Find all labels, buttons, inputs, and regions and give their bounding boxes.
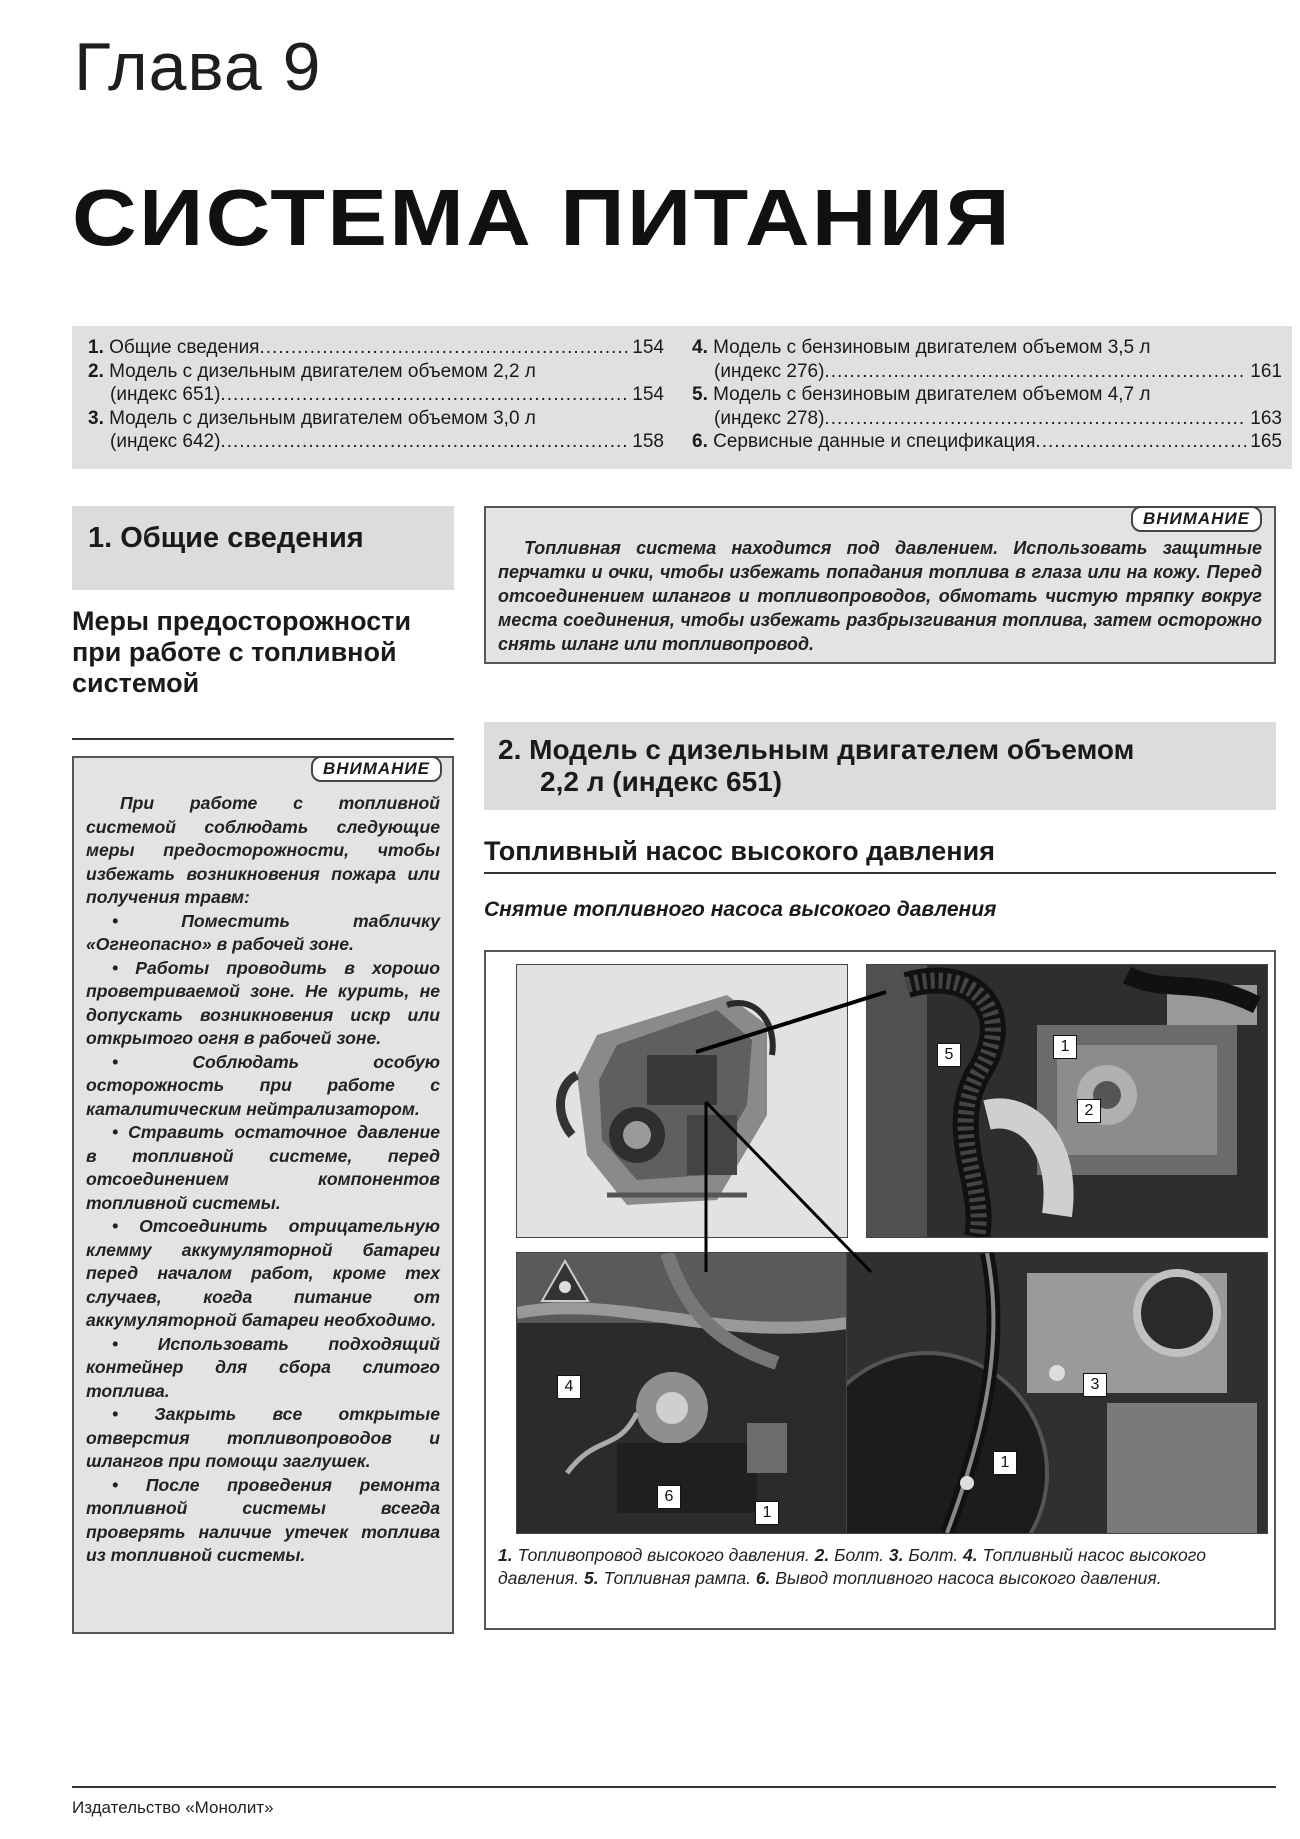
callout-label: 4 xyxy=(557,1375,581,1399)
caption-number: 3. xyxy=(888,1545,904,1565)
toc-entry-index: (индекс 276) xyxy=(714,360,825,382)
toc-leader xyxy=(220,430,628,454)
publisher: Издательство «Монолит» xyxy=(72,1798,274,1817)
warning-text: Топливная система находится под давлением. Использовать защитные перчатки и очки, чтобы избежать попадания топлива в глаза или на кожу. Перед отсоединением шлангов и топливопроводов, обмотать чистую тряпку вокруг места соединения, чтобы избежать разбрызгивания топлива, затем осторожно снять шланг или топливопровод. xyxy=(498,538,1262,654)
warning-item: • Поместить табличку «Огнеопасно» в рабочей зоне. xyxy=(86,910,440,954)
warning-badge: ВНИМАНИЕ xyxy=(1131,506,1262,532)
toc-entry-continuation[interactable] xyxy=(88,383,664,407)
toc-leader xyxy=(220,383,628,407)
divider xyxy=(484,872,1276,874)
warning-item: • После проведения ремонта топливной системы всегда проверять наличие утечек топлива из топливной системы. xyxy=(86,1474,440,1565)
table-of-contents xyxy=(72,326,1292,469)
warning-item: • Использовать подходящий контейнер для сбора слитого топлива. xyxy=(86,1333,440,1401)
toc-entry-continuation[interactable] xyxy=(692,407,1282,431)
warning-intro: При работе с топливной системой соблюдать следующие меры предосторожности, чтобы избежать возникновения пожара или получения травм: xyxy=(86,793,440,907)
callout-label: 1 xyxy=(755,1501,779,1525)
caption-text: Болт. xyxy=(903,1545,964,1565)
toc-entry-number: 6. xyxy=(692,431,708,452)
toc-entry-continuation[interactable] xyxy=(692,360,1282,384)
warning-item: • Стравить остаточное давление в топливной системе, перед отсоединением компонентов топливной системы. xyxy=(86,1122,440,1213)
callout-label: 3 xyxy=(1083,1373,1107,1397)
toc-entry-text: Общие сведения xyxy=(109,337,260,358)
toc-entry-page: 154 xyxy=(632,337,664,358)
toc-entry[interactable] xyxy=(692,430,1282,454)
warning-body xyxy=(86,792,440,1568)
toc-entry[interactable] xyxy=(692,336,1282,360)
section-2-header xyxy=(484,722,1276,810)
fuel-pump-heading: Топливный насос высокого давления xyxy=(484,836,995,866)
section-1-header xyxy=(72,506,454,590)
toc-entry-page: 158 xyxy=(632,431,664,452)
toc-entry-number: 2. xyxy=(88,360,104,382)
caption-number: 4. xyxy=(963,1545,978,1565)
callout-label: 5 xyxy=(937,1043,961,1067)
warning-item: • Соблюдать особую осторожность при работе с каталитическим нейтрализатором. xyxy=(86,1051,440,1119)
callout-label: 2 xyxy=(1077,1099,1101,1123)
toc-entry[interactable] xyxy=(692,383,1282,407)
chapter-label: Глава 9 xyxy=(74,29,322,105)
caption-text: Вывод топливного насоса высокого давления. xyxy=(770,1568,1162,1588)
toc-entry[interactable] xyxy=(88,336,664,360)
caption-text: Топливный насос высокого давления. xyxy=(498,1545,1206,1588)
callout-label: 1 xyxy=(993,1451,1017,1475)
section-1-title: 1. Общие сведения xyxy=(88,522,364,554)
section-2-title xyxy=(498,734,1134,798)
toc-entry-continuation[interactable] xyxy=(88,430,664,454)
warning-item: • Закрыть все открытые отверстия топливопроводов и шлангов при помощи заглушек. xyxy=(86,1404,440,1471)
toc-entry-index: (индекс 651) xyxy=(110,384,221,405)
toc-right-column xyxy=(692,336,1282,454)
divider xyxy=(72,738,454,740)
figure-fuel-pump xyxy=(484,950,1276,1630)
toc-entry-page: 154 xyxy=(632,384,664,405)
toc-entry-text: Модель с дизельным двигателем объемом 2,2 л xyxy=(109,360,536,382)
figure-caption xyxy=(498,1544,1260,1590)
caption-number: 5. xyxy=(584,1568,599,1588)
toc-entry-index: (индекс 278) xyxy=(714,407,825,429)
toc-entry-page: 165 xyxy=(1250,431,1282,452)
warning-item: • Отсоединить отрицательную клемму аккумуляторной батареи перед началом работ, кроме тех случаев, когда питание от аккумуляторной батареи необходимо. xyxy=(86,1216,440,1330)
warning-item: • Работы проводить в хорошо проветриваемой зоне. Не курить, не допускать возникновения искр или открытого огня в рабочей зоне. xyxy=(86,957,440,1048)
toc-entry-text: Модель с бензиновым двигателем объемом 4,7 л xyxy=(713,384,1151,405)
toc-entry-number: 4. xyxy=(692,337,708,358)
caption-text: Топливопровод высокого давления. xyxy=(512,1545,815,1565)
caption-number: 6. xyxy=(755,1568,771,1588)
toc-entry[interactable] xyxy=(88,407,664,431)
caption-text: Болт. xyxy=(829,1545,889,1565)
toc-entry-number: 3. xyxy=(88,407,104,429)
warning-box-pressure xyxy=(484,506,1276,664)
toc-entry-number: 5. xyxy=(692,384,708,405)
toc-entry-page: 163 xyxy=(1250,407,1282,429)
toc-leader xyxy=(1035,430,1246,454)
section-2-title-line2: 2,2 л (индекс 651) xyxy=(540,766,783,797)
toc-entry-number: 1. xyxy=(88,337,104,358)
toc-leader xyxy=(824,360,1246,384)
leader-lines xyxy=(486,952,1278,1542)
footer-divider xyxy=(72,1786,1276,1788)
caption-text: Топливная рампа. xyxy=(598,1568,756,1588)
removal-heading: Снятие топливного насоса высокого давления xyxy=(484,898,997,921)
toc-entry-text: Сервисные данные и спецификация xyxy=(713,431,1036,452)
toc-entry-index: (индекс 642) xyxy=(110,431,221,452)
toc-leader xyxy=(259,336,628,360)
toc-entry-page: 161 xyxy=(1250,360,1282,382)
callout-label: 1 xyxy=(1053,1035,1077,1059)
chapter-title: СИСТЕМА ПИТАНИЯ xyxy=(72,173,1013,262)
caption-number: 1. xyxy=(498,1545,513,1565)
caption-number: 2. xyxy=(814,1545,830,1565)
toc-left-column xyxy=(88,336,664,454)
precautions-heading: Меры предосторожности при работе с топливной системой xyxy=(72,606,412,698)
toc-leader xyxy=(824,407,1246,431)
toc-entry-text: Модель с бензиновым двигателем объемом 3,5 л xyxy=(713,337,1151,358)
warning-badge: ВНИМАНИЕ xyxy=(311,756,442,782)
warning-box-precautions xyxy=(72,756,454,1634)
toc-entry[interactable] xyxy=(88,360,664,384)
section-2-title-line1: 2. Модель с дизельным двигателем объемом xyxy=(498,734,1135,765)
toc-entry-text: Модель с дизельным двигателем объемом 3,0 л xyxy=(109,407,536,429)
callout-label: 6 xyxy=(657,1485,681,1509)
